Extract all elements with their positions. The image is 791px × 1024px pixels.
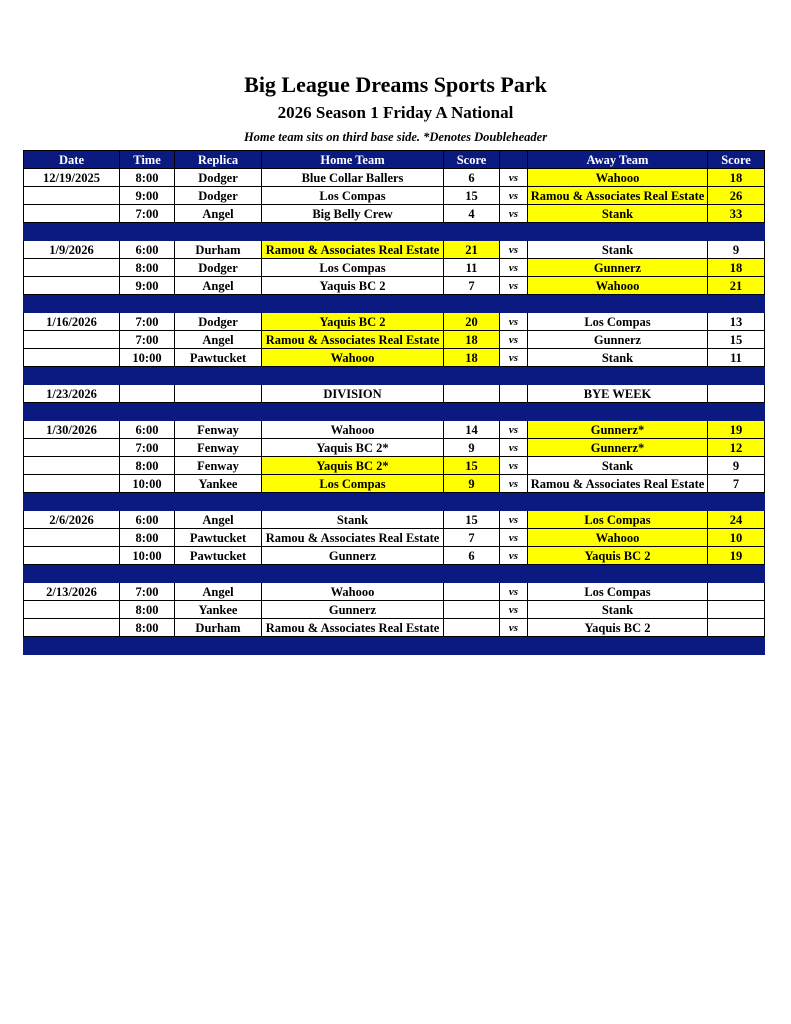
vs-label: vs [500,169,528,187]
field-replica: Angel [175,277,262,295]
home-team: Wahooo [262,421,444,439]
game-date [24,547,120,565]
separator-cell [175,493,262,511]
home-score [444,619,500,637]
home-team: Big Belly Crew [262,205,444,223]
vs-label: vs [500,601,528,619]
home-score: 20 [444,313,500,331]
away-score [708,601,765,619]
table-row [24,439,765,457]
away-score: 10 [708,529,765,547]
table-row [24,601,765,619]
away-score: 11 [708,349,765,367]
away-score: 26 [708,187,765,205]
home-team: Ramou & Associates Real Estate [262,241,444,259]
table-row [24,259,765,277]
vs-label: vs [500,349,528,367]
separator-cell [262,367,444,385]
header-away-team: Away Team [528,151,708,169]
field-replica: Angel [175,511,262,529]
vs-label: vs [500,583,528,601]
week-separator-row [24,367,765,385]
separator-cell [24,367,120,385]
separator-cell [120,637,175,655]
table-row [24,187,765,205]
separator-cell [444,493,500,511]
separator-cell [24,637,120,655]
home-team: Gunnerz [262,601,444,619]
separator-cell [500,493,528,511]
header-away-score: Score [708,151,765,169]
header-time: Time [120,151,175,169]
away-team: Wahooo [528,169,708,187]
separator-cell [708,367,765,385]
vs-label: vs [500,331,528,349]
separator-cell [528,637,708,655]
separator-cell [175,295,262,313]
field-replica: Pawtucket [175,529,262,547]
game-date [24,475,120,493]
away-team: Gunnerz* [528,439,708,457]
away-score [708,583,765,601]
separator-cell [444,637,500,655]
home-team: Ramou & Associates Real Estate [262,331,444,349]
week-separator-row [24,403,765,421]
home-team: Stank [262,511,444,529]
game-date [24,205,120,223]
game-time: 7:00 [120,439,175,457]
away-team: Stank [528,205,708,223]
home-score [444,601,500,619]
away-score [708,619,765,637]
game-time: 8:00 [120,259,175,277]
vs-label: vs [500,511,528,529]
home-score [444,583,500,601]
separator-cell [262,403,444,421]
away-team: Los Compas [528,511,708,529]
away-score: 19 [708,547,765,565]
away-team: Stank [528,241,708,259]
field-replica: Dodger [175,313,262,331]
field-replica: Durham [175,241,262,259]
away-team: Yaquis BC 2 [528,547,708,565]
table-row [24,511,765,529]
away-score: 9 [708,241,765,259]
away-score: 21 [708,277,765,295]
field-replica: Angel [175,583,262,601]
game-time: 6:00 [120,511,175,529]
vs-label: vs [500,259,528,277]
separator-cell [175,637,262,655]
separator-cell [120,367,175,385]
game-date [24,439,120,457]
header-replica: Replica [175,151,262,169]
away-score: 24 [708,511,765,529]
separator-cell [120,295,175,313]
game-date [24,331,120,349]
home-score: 9 [444,439,500,457]
header-home-score: Score [444,151,500,169]
game-date: 1/30/2026 [24,421,120,439]
game-time: 8:00 [120,457,175,475]
schedule-table [23,150,765,655]
home-team: DIVISION [262,385,444,403]
separator-cell [24,223,120,241]
header-vs [500,151,528,169]
game-date [24,601,120,619]
home-score [444,385,500,403]
home-team: Wahooo [262,349,444,367]
field-replica: Fenway [175,421,262,439]
vs-label: vs [500,619,528,637]
separator-cell [708,637,765,655]
away-team: BYE WEEK [528,385,708,403]
schedule-note: Home team sits on third base side. *Denotes Doubleheader [243,130,548,144]
separator-cell [708,565,765,583]
separator-cell [528,565,708,583]
away-team: Wahooo [528,529,708,547]
home-team: Wahooo [262,583,444,601]
game-time: 6:00 [120,421,175,439]
game-time [120,385,175,403]
vs-label: vs [500,475,528,493]
away-team: Ramou & Associates Real Estate [528,475,708,493]
table-header-row [24,151,765,169]
field-replica: Fenway [175,439,262,457]
home-score: 9 [444,475,500,493]
home-score: 7 [444,529,500,547]
separator-cell [708,403,765,421]
separator-cell [528,493,708,511]
home-score: 18 [444,349,500,367]
field-replica: Pawtucket [175,547,262,565]
separator-cell [528,367,708,385]
field-replica: Dodger [175,169,262,187]
home-team: Yaquis BC 2* [262,457,444,475]
home-score: 15 [444,511,500,529]
away-team: Ramou & Associates Real Estate [528,187,708,205]
separator-cell [528,403,708,421]
vs-label: vs [500,421,528,439]
game-time: 10:00 [120,475,175,493]
separator-cell [500,403,528,421]
game-time: 9:00 [120,187,175,205]
field-replica: Yankee [175,601,262,619]
game-time: 6:00 [120,241,175,259]
game-date [24,187,120,205]
field-replica [175,385,262,403]
game-date: 1/9/2026 [24,241,120,259]
table-row [24,241,765,259]
field-replica: Dodger [175,187,262,205]
away-score: 9 [708,457,765,475]
home-score: 4 [444,205,500,223]
vs-label: vs [500,277,528,295]
game-time: 10:00 [120,547,175,565]
separator-cell [120,403,175,421]
game-date [24,619,120,637]
home-team: Ramou & Associates Real Estate [262,619,444,637]
header-date: Date [24,151,120,169]
vs-label: vs [500,187,528,205]
home-team: Ramou & Associates Real Estate [262,529,444,547]
week-separator-row [24,493,765,511]
away-team: Gunnerz [528,331,708,349]
separator-cell [120,223,175,241]
separator-cell [24,493,120,511]
home-score: 18 [444,331,500,349]
separator-cell [528,295,708,313]
away-score: 13 [708,313,765,331]
table-row [24,277,765,295]
away-team: Los Compas [528,583,708,601]
separator-cell [500,367,528,385]
table-row [24,385,765,403]
away-score: 18 [708,169,765,187]
home-score: 15 [444,457,500,475]
separator-cell [24,295,120,313]
separator-cell [262,637,444,655]
separator-cell [444,565,500,583]
game-time: 8:00 [120,169,175,187]
game-date [24,349,120,367]
separator-cell [262,295,444,313]
separator-cell [175,565,262,583]
away-score: 19 [708,421,765,439]
separator-cell [708,295,765,313]
table-row [24,529,765,547]
table-row [24,205,765,223]
home-team: Los Compas [262,259,444,277]
game-date: 1/16/2026 [24,313,120,331]
separator-cell [262,493,444,511]
separator-cell [444,295,500,313]
vs-label: vs [500,313,528,331]
field-replica: Durham [175,619,262,637]
separator-cell [500,565,528,583]
separator-cell [262,565,444,583]
away-team: Gunnerz* [528,421,708,439]
separator-cell [500,295,528,313]
away-team: Wahooo [528,277,708,295]
game-date: 2/13/2026 [24,583,120,601]
week-separator-row [24,565,765,583]
game-date: 2/6/2026 [24,511,120,529]
field-replica: Dodger [175,259,262,277]
field-replica: Pawtucket [175,349,262,367]
table-row [24,475,765,493]
field-replica: Fenway [175,457,262,475]
away-team: Stank [528,601,708,619]
home-team: Gunnerz [262,547,444,565]
away-score: 18 [708,259,765,277]
week-separator-row [24,637,765,655]
table-row [24,349,765,367]
table-row [24,583,765,601]
game-date [24,259,120,277]
separator-cell [500,223,528,241]
vs-label: vs [500,439,528,457]
away-score: 15 [708,331,765,349]
home-score: 7 [444,277,500,295]
vs-label: vs [500,205,528,223]
home-team: Yaquis BC 2 [262,277,444,295]
vs-label: vs [500,457,528,475]
table-row [24,331,765,349]
away-team: Stank [528,457,708,475]
away-score [708,385,765,403]
game-time: 8:00 [120,529,175,547]
separator-cell [175,223,262,241]
separator-cell [175,403,262,421]
away-score: 12 [708,439,765,457]
game-time: 7:00 [120,583,175,601]
page-subtitle: 2026 Season 1 Friday A National [277,103,514,122]
home-score: 11 [444,259,500,277]
table-row [24,313,765,331]
separator-cell [120,565,175,583]
home-score: 14 [444,421,500,439]
header-home-team: Home Team [262,151,444,169]
away-team: Stank [528,349,708,367]
away-score: 33 [708,205,765,223]
field-replica: Angel [175,331,262,349]
table-row [24,421,765,439]
home-score: 21 [444,241,500,259]
home-team: Los Compas [262,187,444,205]
home-team: Yaquis BC 2 [262,313,444,331]
vs-label: vs [500,547,528,565]
away-team: Yaquis BC 2 [528,619,708,637]
field-replica: Angel [175,205,262,223]
separator-cell [24,403,120,421]
game-date: 1/23/2026 [24,385,120,403]
game-time: 7:00 [120,313,175,331]
separator-cell [262,223,444,241]
game-date [24,277,120,295]
vs-label: vs [500,241,528,259]
week-separator-row [24,295,765,313]
separator-cell [175,367,262,385]
table-row [24,619,765,637]
table-row [24,169,765,187]
game-date [24,529,120,547]
separator-cell [444,403,500,421]
table-row [24,457,765,475]
away-score: 7 [708,475,765,493]
separator-cell [708,223,765,241]
game-time: 8:00 [120,601,175,619]
game-time: 8:00 [120,619,175,637]
game-time: 7:00 [120,331,175,349]
page-title: Big League Dreams Sports Park [244,72,547,97]
game-time: 7:00 [120,205,175,223]
away-team: Los Compas [528,313,708,331]
away-team: Gunnerz [528,259,708,277]
vs-label [500,385,528,403]
game-time: 10:00 [120,349,175,367]
home-team: Los Compas [262,475,444,493]
game-time: 9:00 [120,277,175,295]
home-team: Blue Collar Ballers [262,169,444,187]
home-score: 6 [444,547,500,565]
game-date: 12/19/2025 [24,169,120,187]
home-team: Yaquis BC 2* [262,439,444,457]
separator-cell [444,223,500,241]
field-replica: Yankee [175,475,262,493]
separator-cell [444,367,500,385]
game-date [24,457,120,475]
vs-label: vs [500,529,528,547]
week-separator-row [24,223,765,241]
separator-cell [500,637,528,655]
separator-cell [708,493,765,511]
separator-cell [528,223,708,241]
table-row [24,547,765,565]
home-score: 15 [444,187,500,205]
home-score: 6 [444,169,500,187]
schedule-body [24,169,765,655]
separator-cell [120,493,175,511]
separator-cell [24,565,120,583]
